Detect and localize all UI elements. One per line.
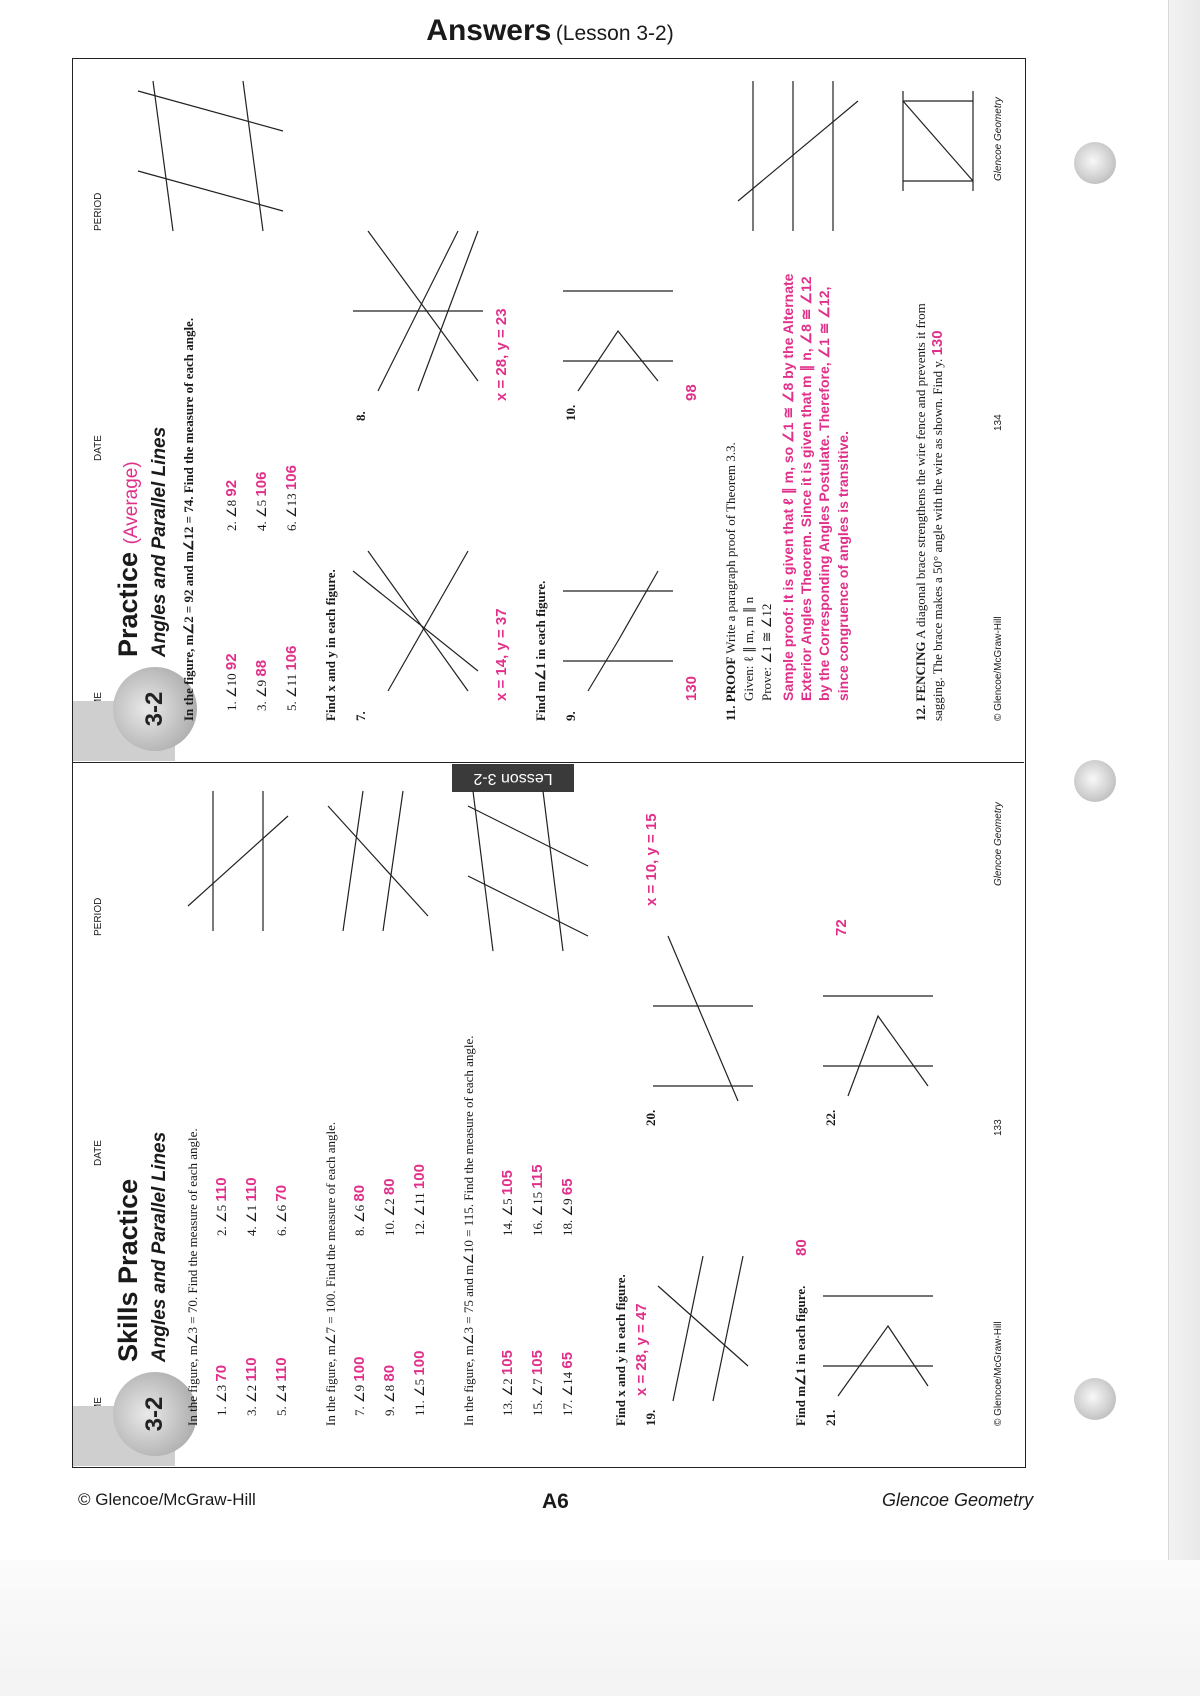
q11-label: 11. PROOF: [723, 656, 738, 721]
q-label: 17. ∠14: [560, 1371, 575, 1416]
skills-q3: [243, 1357, 260, 1416]
page-title-sub: (Lesson 3-2): [555, 22, 674, 45]
answer: 70: [213, 1364, 230, 1382]
skills-foot-page: 133: [993, 1119, 1004, 1136]
skills-q2: [213, 1177, 230, 1236]
binder-hole-middle: [1074, 760, 1116, 802]
skills-instr1: In the figure, m∠3 = 70. Find the measure of each angle.: [185, 1128, 200, 1426]
footer-copyright: © Glencoe/McGraw-Hill: [78, 1490, 256, 1509]
date-label: DATE: [93, 435, 104, 461]
page-title: [0, 14, 1100, 48]
practice-instr2: Find x and y in each figure.: [323, 569, 338, 721]
skills-q9: [381, 1365, 398, 1416]
skills-q22-label: 22.: [823, 1109, 838, 1126]
q-label: 1. ∠10: [224, 673, 239, 711]
q-label: 5. ∠11: [284, 673, 299, 711]
skills-foot-right: Glencoe Geometry: [993, 802, 1004, 886]
practice-foot-page: 134: [993, 414, 1004, 431]
practice-figure-1: [133, 71, 293, 241]
practice-a8: x = 28, y = 23: [493, 308, 510, 401]
skills-subtitle: Angles and Parallel Lines: [149, 1131, 170, 1362]
practice-q8-label: 8.: [353, 411, 368, 421]
skills-figure-2: [323, 786, 433, 936]
skills-q14: [499, 1170, 516, 1236]
q-label: 7. ∠9: [352, 1384, 367, 1416]
skills-figure-3: [463, 786, 593, 956]
answer: 110: [213, 1177, 230, 1202]
skills-instr3: In the figure, m∠3 = 75 and m∠10 = 115. Find the measure of each angle.: [461, 1035, 476, 1426]
skills-q1: [213, 1365, 230, 1416]
q-label: 10. ∠2: [382, 1198, 397, 1236]
practice-q11-given: Given: ℓ ∥ m, m ∥ n: [741, 596, 756, 701]
practice-q12: [913, 281, 946, 721]
practice-a12: 130: [929, 330, 946, 356]
binder-hole-top: [1074, 142, 1116, 184]
practice-instr1: In the figure, m∠2 = 92 and m∠12 = 74. Find the measure of each angle.: [181, 317, 196, 721]
practice-q7-label: 7.: [353, 711, 368, 721]
q-label: 12. ∠11: [412, 1192, 427, 1236]
answer: 100: [411, 1164, 428, 1190]
q-label: 9. ∠8: [382, 1384, 397, 1416]
answer: 80: [381, 1178, 398, 1196]
q-label: 4. ∠1: [244, 1204, 259, 1236]
skills-figure-20: [648, 926, 758, 1106]
skills-instr4: Find x and y in each figure.: [613, 1274, 628, 1426]
q-label: 3. ∠2: [244, 1384, 259, 1416]
answer: 65: [559, 1178, 576, 1196]
q-label: 13. ∠2: [500, 1378, 515, 1416]
q-label: 14. ∠5: [500, 1198, 515, 1236]
q-label: 5. ∠4: [274, 1384, 289, 1416]
skills-q8: [351, 1185, 368, 1236]
answer: 88: [253, 659, 270, 677]
skills-title: Skills Practice: [113, 1178, 143, 1362]
skills-figure-21: [818, 1246, 938, 1406]
lesson-badge: 3-2: [113, 1372, 197, 1456]
skills-a22: 72: [833, 919, 850, 936]
q-label: 4. ∠5: [254, 499, 269, 531]
worksheet-divider: [72, 762, 1024, 763]
skills-q12: [411, 1164, 428, 1236]
skills-q20-label: 20.: [643, 1109, 658, 1126]
answer: 105: [529, 1350, 546, 1376]
practice-q6: [283, 465, 300, 531]
skills-a19: x = 28, y = 47: [633, 1303, 650, 1396]
answer: 110: [243, 1357, 260, 1382]
answer: 110: [243, 1177, 260, 1202]
answer: 105: [499, 1170, 516, 1196]
q12-text: A diagonal brace strengthens the wire fence and prevents it from sagging. The brace makes a 50° angle with the wire as shown. Find y.: [913, 303, 945, 721]
answer: 80: [351, 1184, 368, 1202]
skills-instr2: In the figure, m∠7 = 100. Find the measure of each angle.: [323, 1121, 338, 1426]
skills-worksheet: [73, 764, 1023, 1466]
practice-subtitle: Angles and Parallel Lines: [149, 426, 170, 657]
q-label: 18. ∠9: [560, 1198, 575, 1236]
answer: 70: [273, 1184, 290, 1202]
answer: 92: [223, 479, 240, 497]
footer-page-number: A6: [542, 1490, 569, 1513]
practice-figure-11: [733, 71, 863, 241]
skills-q17: [559, 1352, 576, 1416]
answer: 106: [283, 465, 300, 491]
period-label: PERIOD: [93, 897, 104, 936]
practice-title-tag: (Average): [121, 461, 142, 545]
page-title-main: Answers: [426, 14, 552, 47]
practice-q11: [723, 442, 739, 721]
q-label: 8. ∠6: [352, 1204, 367, 1236]
footer-book-title: Glencoe Geometry: [882, 1490, 1034, 1510]
period-label: PERIOD: [93, 192, 104, 231]
skills-foot-left: © Glencoe/McGraw-Hill: [993, 1321, 1004, 1426]
q-label: 2. ∠8: [224, 499, 239, 531]
practice-instr3: Find m∠1 in each figure.: [533, 580, 548, 721]
q-label: 2. ∠5: [214, 1204, 229, 1236]
q-label: 1. ∠3: [214, 1384, 229, 1416]
answer: 65: [559, 1351, 576, 1369]
skills-a21: 80: [793, 1239, 810, 1256]
answer: 80: [381, 1364, 398, 1382]
skills-q7: [351, 1357, 368, 1416]
practice-title-text: Practice: [113, 551, 143, 657]
page-edge: [1168, 0, 1200, 1696]
skills-q6: [273, 1185, 290, 1236]
skills-figure-1: [183, 786, 293, 936]
answer: 106: [283, 645, 300, 671]
practice-q11-prove: Prove: ∠1 ≅ ∠12: [759, 603, 774, 701]
q11-text: Write a paragraph proof of Theorem 3.3.: [723, 442, 738, 654]
practice-worksheet: [73, 59, 1023, 761]
skills-q18: [559, 1178, 576, 1236]
skills-q4: [243, 1177, 260, 1236]
practice-a9: 130: [683, 675, 700, 701]
answer: 100: [411, 1350, 428, 1376]
q-label: 6. ∠6: [274, 1204, 289, 1236]
practice-q10-label: 10.: [563, 404, 578, 421]
answer: 92: [223, 653, 240, 671]
answer: 100: [351, 1356, 368, 1382]
skills-instr5: Find m∠1 in each figure.: [793, 1285, 808, 1426]
practice-figure-8: [348, 221, 488, 401]
practice-foot-left: © Glencoe/McGraw-Hill: [993, 616, 1004, 721]
skills-q16: [529, 1164, 546, 1236]
practice-figure-9: [558, 551, 678, 701]
skills-q21-label: 21.: [823, 1409, 838, 1426]
q-label: 3. ∠9: [254, 679, 269, 711]
q-label: 15. ∠7: [530, 1378, 545, 1416]
answer: 106: [253, 471, 270, 497]
skills-a20: x = 10, y = 15: [643, 813, 660, 906]
practice-a10: 98: [683, 384, 700, 401]
skills-q15: [529, 1350, 546, 1416]
answer: 105: [499, 1350, 516, 1376]
practice-q2: [223, 480, 240, 531]
practice-a7: x = 14, y = 37: [493, 608, 510, 701]
skills-q13: [499, 1350, 516, 1416]
practice-foot-right: Glencoe Geometry: [993, 97, 1004, 181]
skills-q19-label: 19.: [643, 1409, 658, 1426]
q-label: 16. ∠15: [530, 1191, 545, 1236]
practice-q3: [253, 660, 270, 711]
practice-q5: [283, 646, 300, 711]
practice-title: [113, 461, 144, 657]
skills-q10: [381, 1178, 398, 1236]
answer: 115: [529, 1164, 546, 1189]
page-bottom-margin: [0, 1560, 1200, 1696]
binder-hole-bottom: [1074, 1378, 1116, 1420]
skills-figure-22: [818, 946, 938, 1106]
practice-q4: [253, 472, 270, 531]
practice-q11-proof: Sample proof: It is given that ℓ ∥ m, so ∠1 ≅ ∠8 by the Alternate Exterior Angles Theorem. Since it is given that m ∥ n, ∠8 ≅ ∠12 by the Corresponding Angles Postulate. Therefore, ∠1 ≅ ∠12, since congruence of angles is transitive.: [780, 273, 851, 701]
practice-figure-7: [348, 541, 488, 701]
date-label: DATE: [93, 1140, 104, 1166]
q12-label: 12. FENCING: [913, 641, 928, 721]
lesson-badge: 3-2: [113, 667, 197, 751]
lesson-tab: Lesson 3-2: [452, 764, 574, 792]
q-label: 11. ∠5: [412, 1378, 427, 1416]
q-label: 6. ∠13: [284, 493, 299, 531]
skills-q5: [273, 1357, 290, 1416]
practice-q1: [223, 653, 240, 711]
practice-figure-10: [558, 251, 678, 401]
answer: 110: [273, 1357, 290, 1382]
skills-figure-19: [653, 1246, 753, 1406]
skills-q11: [411, 1351, 428, 1416]
practice-figure-12: [893, 81, 983, 201]
practice-q9-label: 9.: [563, 711, 578, 721]
